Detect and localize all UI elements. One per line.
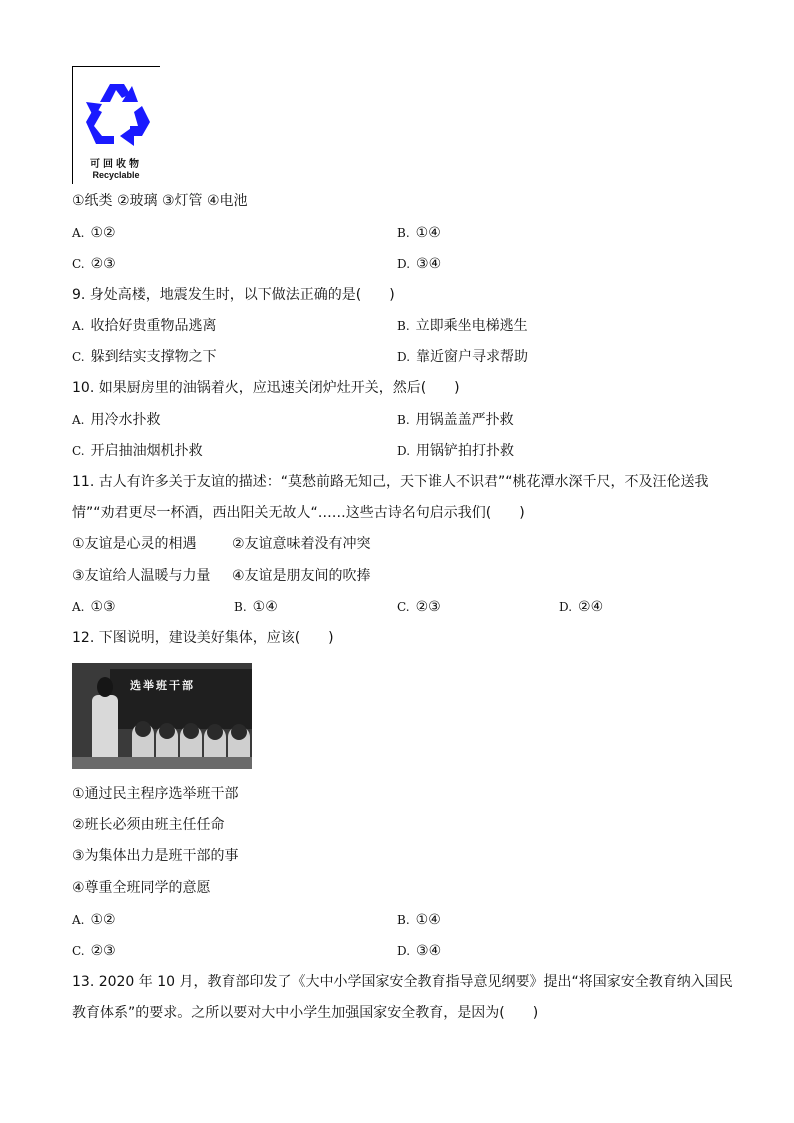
option-text: 立即乘坐电梯逃生	[415, 318, 528, 334]
option-text: ③④	[416, 943, 442, 959]
q12-option-d[interactable]	[397, 941, 441, 961]
option-letter: A.	[72, 319, 85, 333]
q11-stem-line1: 11. 古人有许多关于友谊的描述：“莫愁前路无知己，天下谁人不识君”“桃花潭水深千尺，不及汪伦送我	[72, 474, 709, 490]
floor	[72, 757, 252, 769]
q11-item-1: ①友谊是心灵的相遇	[72, 536, 197, 552]
q10-option-b[interactable]	[397, 410, 514, 430]
option-text: ①④	[415, 912, 441, 928]
option-text: ③④	[416, 256, 442, 272]
option-letter: D.	[559, 600, 573, 614]
q8-option-a[interactable]	[72, 223, 116, 243]
option-letter: B.	[397, 319, 410, 333]
q9-option-a[interactable]	[72, 316, 216, 336]
option-text: 开启抽油烟机扑救	[90, 443, 203, 459]
q11-option-b[interactable]	[234, 597, 278, 617]
q12-option-b[interactable]	[397, 910, 441, 930]
option-text: 用冷水扑救	[90, 412, 161, 428]
option-letter: A.	[72, 600, 85, 614]
option-letter: D.	[397, 257, 411, 271]
option-text: 用锅铲拍打扑救	[416, 443, 515, 459]
q8-option-b[interactable]	[397, 223, 441, 243]
q11-item-4: ④友谊是朋友间的吹捧	[232, 568, 371, 584]
q13-stem-line1: 13. 2020 年 10 月，教育部印发了《大中小学国家安全教育指导意见纲要》提出“将国家安全教育纳入国民	[72, 974, 733, 990]
q11-option-a[interactable]	[72, 597, 116, 617]
q10-stem: 10. 如果厨房里的油锅着火，应迅速关闭炉灶开关，然后( )	[72, 380, 460, 396]
q12-stem: 12. 下图说明，建设美好集体，应该( )	[72, 630, 334, 646]
option-letter: A.	[72, 226, 85, 240]
q8-option-d[interactable]	[397, 254, 441, 274]
recyclable-logo	[72, 66, 160, 184]
q11-item-3: ③友谊给人温暖与力量	[72, 568, 211, 584]
option-text: ②④	[578, 599, 604, 615]
q11-stem-line2: 情”“劝君更尽一杯酒，西出阳关无故人“……这些古诗名句启示我们( )	[72, 505, 525, 521]
option-letter: A.	[72, 413, 85, 427]
option-letter: C.	[72, 444, 85, 458]
q8-option-c[interactable]	[72, 254, 116, 274]
q12-item-3: ③为集体出力是班干部的事	[72, 848, 239, 864]
option-letter: C.	[72, 257, 85, 271]
option-text: ①②	[90, 225, 116, 241]
q11-option-d[interactable]	[559, 597, 603, 617]
q10-option-c[interactable]	[72, 441, 203, 461]
option-letter: B.	[397, 413, 410, 427]
option-text: 收拾好贵重物品逃离	[90, 318, 217, 334]
option-text: ②③	[90, 256, 116, 272]
option-text: ①④	[415, 225, 441, 241]
option-letter: A.	[72, 913, 85, 927]
option-letter: D.	[397, 350, 411, 364]
option-letter: B.	[397, 226, 410, 240]
q9-stem: 9. 身处高楼，地震发生时，以下做法正确的是( )	[72, 287, 395, 303]
option-text: ①④	[252, 599, 278, 615]
logo-label-cn: 可回收物	[90, 159, 142, 170]
q11-option-c[interactable]	[397, 597, 441, 617]
option-text: ②③	[90, 943, 116, 959]
q10-option-d[interactable]	[397, 441, 514, 461]
option-text: ①③	[90, 599, 116, 615]
option-letter: C.	[72, 350, 85, 364]
q9-option-d[interactable]	[397, 347, 528, 367]
option-letter: D.	[397, 944, 411, 958]
q13-stem-line2: 教育体系”的要求。之所以要对大中小学生加强国家安全教育，是因为( )	[72, 1005, 539, 1021]
q12-option-a[interactable]	[72, 910, 116, 930]
logo-label-en: Recyclable	[92, 170, 140, 180]
option-letter: D.	[397, 444, 411, 458]
option-letter: C.	[397, 600, 410, 614]
q11-item-2: ②友谊意味着没有冲突	[232, 536, 371, 552]
option-letter: C.	[72, 944, 85, 958]
option-text: 靠近窗户寻求帮助	[416, 349, 529, 365]
option-text: ②③	[415, 599, 441, 615]
q12-item-2: ②班长必须由班主任任命	[72, 817, 225, 833]
q8-items: ①纸类 ②玻璃 ③灯管 ④电池	[72, 193, 248, 209]
class-election-photo	[72, 663, 252, 769]
option-letter: B.	[234, 600, 247, 614]
q9-option-c[interactable]	[72, 347, 217, 367]
photo-caption: 选举班干部	[130, 679, 195, 692]
q12-option-c[interactable]	[72, 941, 116, 961]
q9-option-b[interactable]	[397, 316, 528, 336]
option-text: ①②	[90, 912, 116, 928]
option-letter: B.	[397, 913, 410, 927]
teacher-figure	[92, 677, 118, 767]
q10-option-a[interactable]	[72, 410, 160, 430]
recycle-icon	[80, 72, 154, 152]
option-text: 用锅盖盖严扑救	[415, 412, 514, 428]
student-figure	[132, 723, 154, 761]
q12-item-1: ①通过民主程序选举班干部	[72, 786, 239, 802]
q12-item-4: ④尊重全班同学的意愿	[72, 880, 211, 896]
option-text: 躲到结实支撑物之下	[90, 349, 217, 365]
